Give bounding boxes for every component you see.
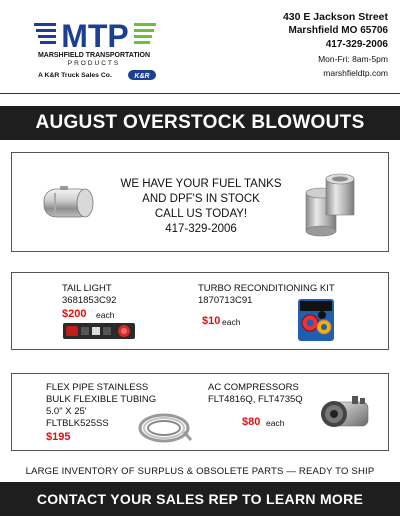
- tail-light-price: $200: [62, 308, 87, 320]
- header-divider: [0, 93, 400, 94]
- dpf-image: [300, 171, 360, 237]
- business-hours: Mon-Fri: 8am-5pm: [318, 54, 388, 64]
- turbo-kit-price: $10: [202, 315, 221, 327]
- mtp-logo-graphic: [30, 14, 170, 86]
- ac-compressors-name: AC COMPRESSORS: [208, 382, 299, 393]
- ac-compressors-price: $80: [242, 416, 261, 428]
- flex-pipe-price: $195: [46, 431, 71, 443]
- website-link[interactable]: marshfieldtp.com: [323, 68, 388, 78]
- logo-parent: A K&R Truck Sales Co.: [38, 72, 112, 79]
- address-line2: Marshfield MO 65706: [288, 25, 388, 36]
- fuel-promo-line3: CALL US TODAY!: [154, 208, 248, 220]
- logo-name-line2: PRODUCTS: [67, 60, 121, 67]
- flex-pipe-line2: BULK FLEXIBLE TUBING: [46, 394, 157, 405]
- ac-compressor-image: [318, 392, 374, 436]
- parts-row-1: [11, 272, 389, 350]
- tail-light-image: [62, 321, 136, 341]
- fuel-tank-promo: [11, 152, 389, 252]
- fuel-promo-line2: AND DPF'S IN STOCK: [142, 193, 260, 205]
- logo-name-line1: MARSHFIELD TRANSPORTATION: [37, 52, 151, 59]
- mtp-logo: [30, 14, 170, 86]
- tail-light-name: TAIL LIGHT: [62, 283, 112, 294]
- parts-row-2: [11, 373, 389, 451]
- contact-banner[interactable]: CONTACT YOUR SALES REP TO LEARN MORE: [0, 482, 400, 516]
- ac-compressors-part-numbers: FLT4816Q, FLT4735Q: [208, 394, 303, 405]
- fuel-promo-phone: 417-329-2006: [165, 223, 237, 235]
- ac-compressors-unit: each: [266, 418, 285, 428]
- fuel-promo-text: [108, 177, 294, 237]
- flex-pipe-size: 5.0" X 25': [46, 406, 87, 417]
- tail-light-part-number: 3681853C92: [62, 295, 117, 306]
- header: [0, 0, 400, 92]
- fuel-tank-image: [40, 183, 98, 223]
- turbo-kit-part-number: 1870713C91: [198, 295, 253, 306]
- flex-pipe-part-number: FLTBLK525SS: [46, 418, 109, 429]
- logo-brand: MTP: [61, 18, 129, 54]
- logo-parent-badge: K&R: [134, 73, 150, 80]
- address-line1: 430 E Jackson Street: [282, 11, 388, 23]
- flex-pipe-image: [136, 410, 192, 446]
- turbo-kit-name: TURBO RECONDITIONING KIT: [198, 283, 335, 294]
- turbo-kit-image: [294, 297, 338, 343]
- inventory-note: LARGE INVENTORY OF SURPLUS & OBSOLETE PARTS — READY TO SHIP: [25, 466, 375, 477]
- contact-info: [283, 10, 388, 80]
- flex-pipe-line1: FLEX PIPE STAINLESS: [46, 382, 149, 393]
- phone-number: 417-329-2006: [325, 39, 388, 50]
- tail-light-unit: each: [96, 310, 115, 320]
- fuel-promo-line1: WE HAVE YOUR FUEL TANKS: [120, 178, 282, 190]
- title-banner: AUGUST OVERSTOCK BLOWOUTS: [0, 106, 400, 140]
- turbo-kit-unit: each: [222, 317, 241, 327]
